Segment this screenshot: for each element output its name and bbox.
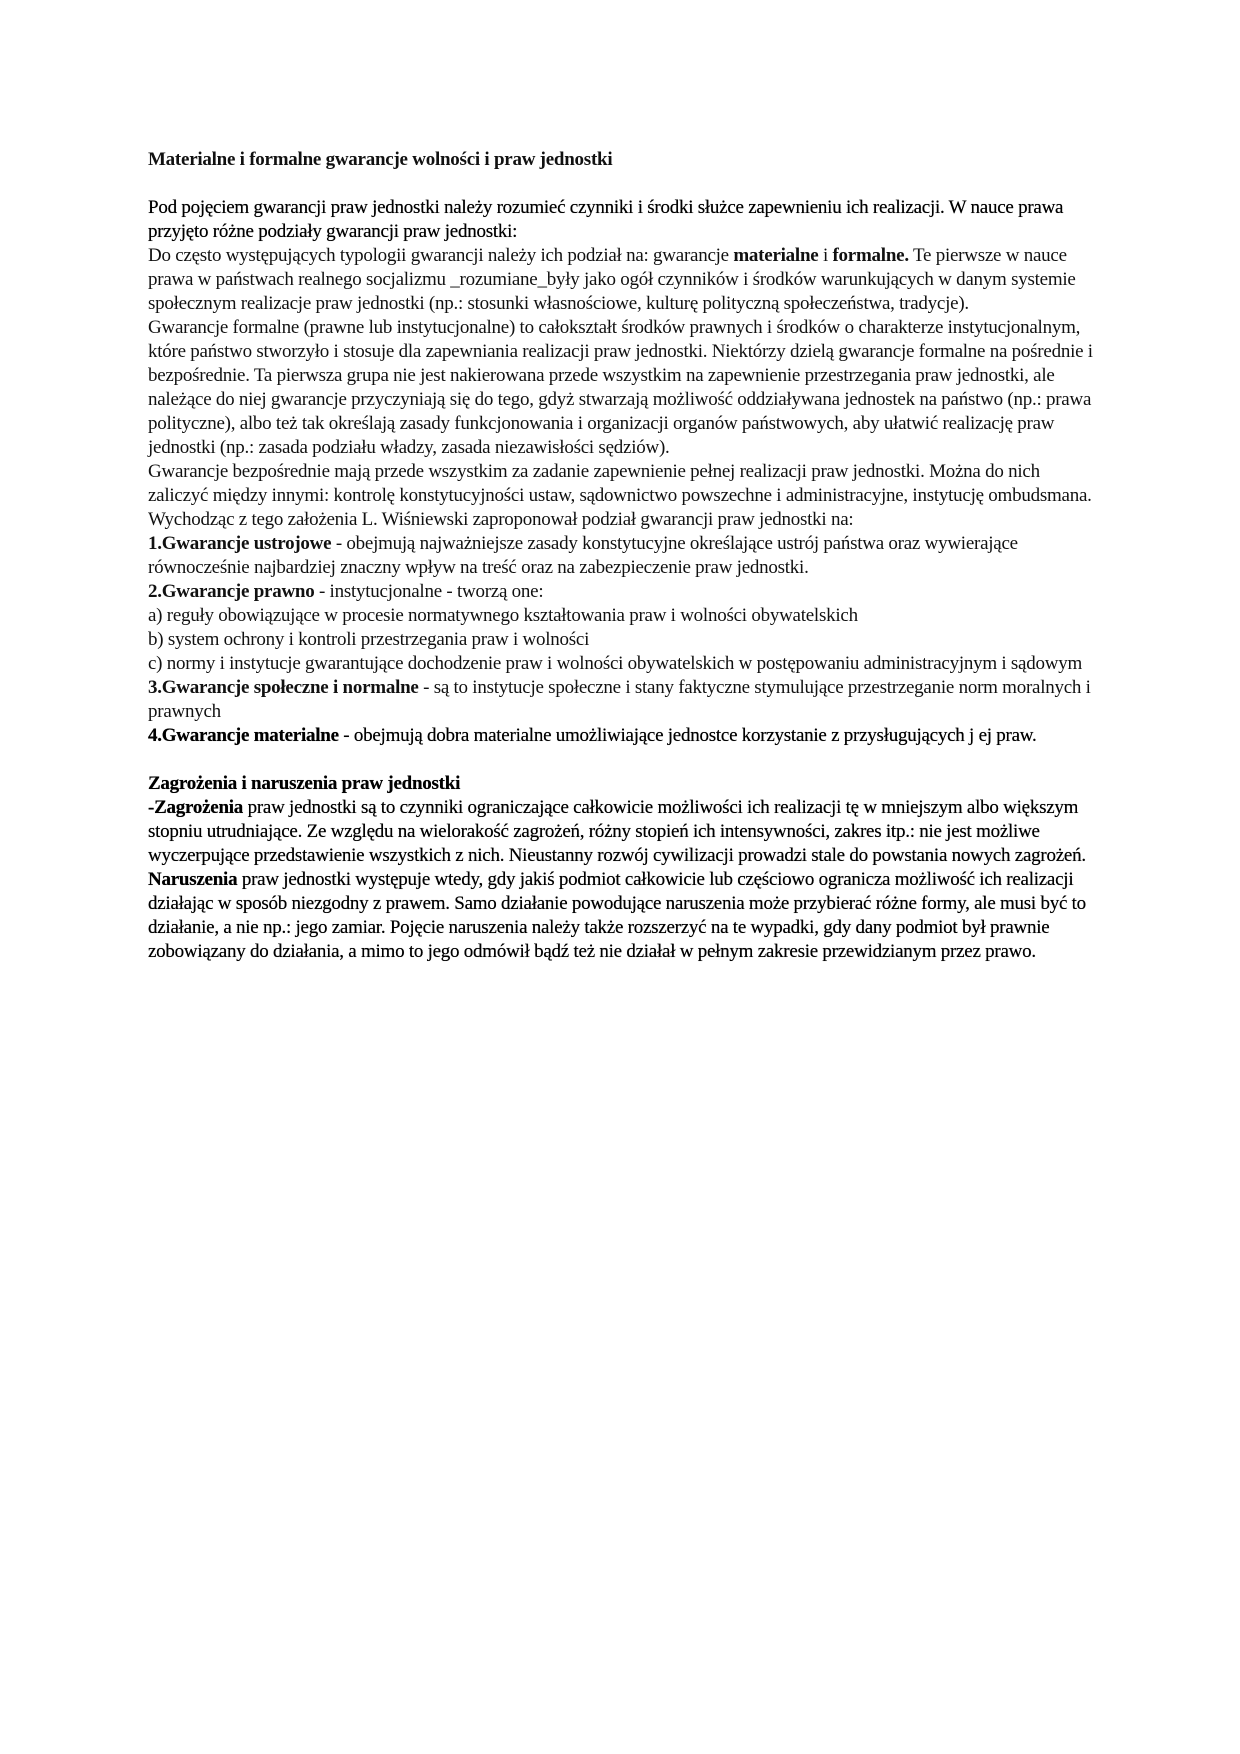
typology-paragraph [148, 244, 1096, 316]
typology-rest: Te pierwsze w nauce prawa w państwach realnego socjalizmu _rozumiane_były jako ogół czynników i środków warunkujących w danym systemie społecznym realizacje praw jednostki (np.: stosunki własnościowe, kulturę polityczną społeczeństwa, tradycje). [148, 245, 1076, 314]
threat-text: praw jednostki są to czynniki ograniczające całkowicie możliwości ich realizacji tę w mniejszym albo większym stopniu utrudniające. Ze względu na wielorakość zagrożeń, różny stopień ich intensywności, zakres itp.: nie jest możliwe wyczerpujące przedstawienie wszystkich z nich. Nieustanny rozwój cywilizacji prowadzi stale do powstania nowych zagrożeń. [148, 797, 1086, 866]
section-2-title: Zagrożenia i naruszenia praw jednostki [148, 773, 461, 794]
document-page [148, 148, 1096, 964]
violations-paragraph [148, 868, 1096, 964]
formal-guarantees-paragraph: Gwarancje formalne (prawne lub instytucjonalne) to całokształt środków prawnych i środków o charakterze instytucjonalnym, które państwo stworzyło i stosuje dla zapewniania realizacji praw jednostki. Niektórzy dzielą gwarancje formalne na pośrednie i bezpośrednie. Ta pierwsza grupa nie jest nakierowana przede wszystkim na zapewnienie przestrzegania praw jednostki, ale należące do niej gwarancje przyczyniają się do tego, gdyż stwarzają możliwość oddziaływana jednostek na państwo (np.: prawa polityczne), albo też tak określają zasady funkcjonowania i organizacji organów państwowych, aby ułatwić realizację praw jednostki (np.: zasada podziału władzy, zasada niezawisłości sędziów). [148, 317, 1093, 458]
list-item-2b: b) system ochrony i kontroli przestrzegania praw i wolności [148, 629, 590, 650]
item-1-label: 1.Gwarancje ustrojowe [148, 533, 332, 554]
item-4-label: 4.Gwarancje materialne [148, 725, 339, 746]
threats-paragraph [148, 796, 1096, 868]
typology-formalne: formalne. [832, 245, 909, 266]
typology-materialne: materialne [733, 245, 819, 266]
item-3-text: - są to instytucje społeczne i stany faktyczne stymulujące przestrzeganie norm moralnych i prawnych [148, 677, 1091, 722]
document-title: Materialne i formalne gwarancje wolności i praw jednostki [148, 149, 613, 170]
item-1-text: - obejmują najważniejsze zasady konstytucyjne określające ustrój państwa oraz wywierające równocześnie najbardziej znaczny wpływ na treść oraz na zabezpieczenie praw jednostki. [148, 533, 1018, 578]
spacer [148, 748, 1096, 772]
list-item-1 [148, 532, 1096, 580]
threat-label: -Zagrożenia [148, 797, 244, 818]
violation-text: praw jednostki występuje wtedy, gdy jakiś podmiot całkowicie lub częściowo ogranicza możliwość ich realizacji działając w sposób niezgodny z prawem. Samo działanie powodujące naruszenia może przybierać różne formy, ale musi być to działanie, a nie np.: jego zamiar. Pojęcie naruszenia należy także rozszerzyć na te wypadki, gdy dany podmiot był prawnie zobowiązany do działania, a mimo to jego odmówił bądź też nie działał w pełnym zakresie przewidzianym przez prawo. [148, 869, 1086, 962]
list-item-2a: a) reguły obowiązujące w procesie normatywnego kształtowania praw i wolności obywatelskich [148, 605, 858, 626]
direct-guarantees-paragraph: Gwarancje bezpośrednie mają przede wszystkim za zadanie zapewnienie pełnej realizacji praw jednostki. Można do nich zaliczyć między innymi: kontrolę konstytucyjności ustaw, sądownictwo powszechne i administracyjne, instytucję ombudsmana. Wychodząc z tego założenia L. Wiśniewski zaproponował podział gwarancji praw jednostki na: [148, 461, 1092, 530]
item-2-text: - instytucjonalne - tworzą one: [314, 581, 544, 602]
item-2-label: 2.Gwarancje prawno [148, 581, 315, 602]
violation-label: Naruszenia [148, 869, 238, 890]
list-item-4 [148, 724, 1096, 748]
spacer [148, 172, 1096, 196]
item-4-text: - obejmują dobra materialne umożliwiające jednostce korzystanie z przysługujących j ej praw. [338, 725, 1037, 746]
list-item-2c: c) normy i instytucje gwarantujące dochodzenie praw i wolności obywatelskich w postępowaniu administracyjnym i sądowym [148, 653, 1082, 674]
item-3-label: 3.Gwarancje społeczne i normalne [148, 677, 419, 698]
typology-and: i [818, 245, 833, 266]
intro-paragraph: Pod pojęciem gwarancji praw jednostki należy rozumieć czynniki i środki służce zapewnieniu ich realizacji. W nauce prawa przyjęto różne podziały gwarancji praw jednostki: [148, 197, 1064, 242]
list-item-2 [148, 580, 1096, 604]
list-item-3 [148, 676, 1096, 724]
typology-prefix: Do często występujących typologii gwarancji należy ich podział na: gwarancje [148, 245, 734, 266]
